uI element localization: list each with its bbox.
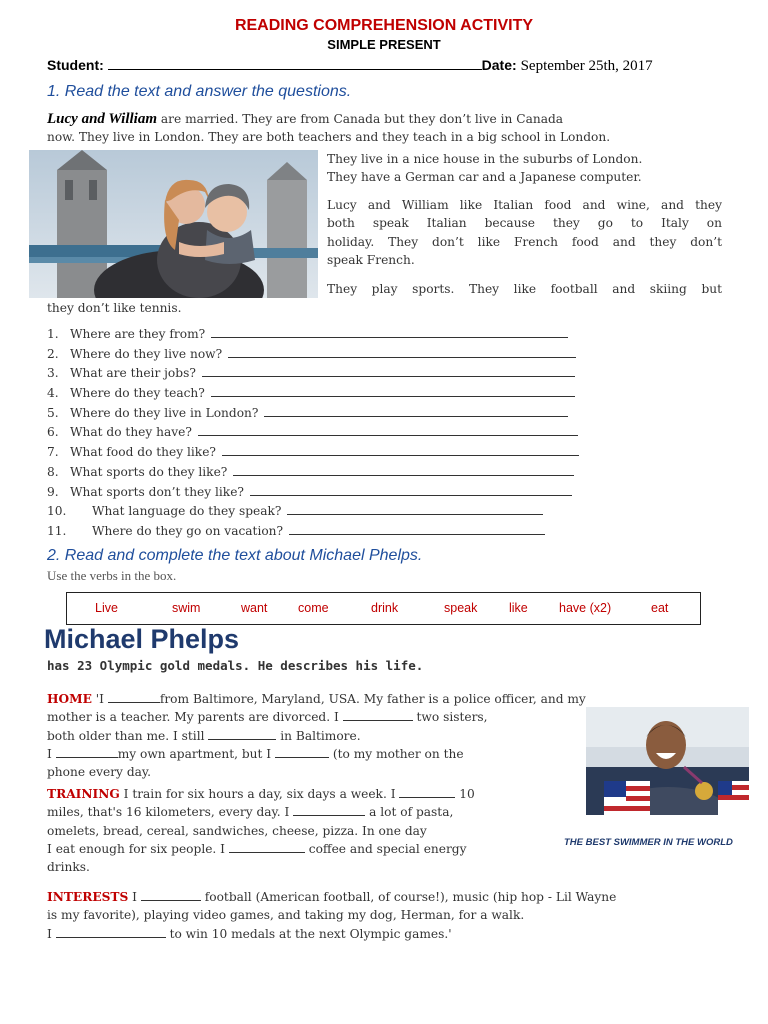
student-date-row [47,56,653,75]
answer-field[interactable] [211,326,568,338]
para1-first-line: are married. They are from Canada but they don’t live in Canada [160,112,564,126]
home-paragraph: HOME 'I from Baltimore, Maryland, USA. My father is a police officer, and my mother is a teacher. My parents are divorced. I two sisters, both older than me. I still in Baltimore. I my own apartment, but I (to my mother on the phone every day. [47,692,586,780]
gap-field[interactable] [229,841,305,853]
couple-photo [29,150,318,298]
date-value: September 25th, 2017 [520,58,653,74]
reading-paragraph-1 [47,110,721,147]
student-name-field[interactable] [108,56,482,70]
interests-paragraph: INTERESTS I football (American football, of course!), music (hip hop - Lil Wayne is my favorite), playing video games, and taking my dog, Herman, for a walk. I to win 10 medals at the next Olympic games.' [47,890,617,941]
reading-paragraph-1-continued [327,150,722,187]
answer-field[interactable] [289,523,545,535]
verb-item: drink [371,601,399,615]
answer-field[interactable] [228,346,576,358]
gap-field[interactable] [56,746,118,758]
answer-field[interactable] [264,405,568,417]
gap-field[interactable] [208,728,276,740]
gap-field[interactable] [56,926,166,938]
para1-right-line-1: They live in a nice house in the suburbs of London. [327,152,643,166]
interests-label: INTERESTS [47,890,129,904]
para2-line-2: both speak Italian because they go to Italy on [327,216,722,231]
para2-line-1: Lucy and William like Italian food and wine, and they [327,198,722,212]
verbs-instruction: Use the verbs in the box. [47,568,177,583]
question-7: 7. What food do they like? [47,443,617,463]
verb-item: swim [172,601,201,615]
home-label: HOME [47,692,92,706]
student-label: Student: [47,57,104,73]
michael-phelps-photo [586,707,749,815]
question-list [47,325,617,542]
question-2: 2. Where do they live now? [47,345,617,365]
answer-field[interactable] [222,444,579,456]
training-paragraph: TRAINING I train for six hours a day, six days a week. I 10 miles, that's 16 kilometers, every day. I a lot of pasta, omelets, bread, cereal, sandwiches, cheese, pizza. In one day I eat enough for six people. I coffee and special energy drinks. [47,787,475,875]
question-9: 9. What sports don’t they like? [47,483,617,503]
verb-box [66,592,701,625]
question-8: 8. What sports do they like? [47,463,617,483]
worksheet-subtitle: SIMPLE PRESENT [327,37,441,52]
verb-item: want [241,601,268,615]
question-3: 3. What are their jobs? [47,364,617,384]
answer-field[interactable] [198,424,578,436]
section2-instruction: 2. Read and complete the text about Michael Phelps. [47,547,423,564]
para3-right-line: They play sports. They like football and skiing but [327,282,722,296]
verb-item: speak [444,601,478,615]
question-11: 11. Where do they go on vacation? [47,522,617,542]
answer-field[interactable] [211,385,575,397]
verb-item: Live [95,601,118,615]
question-1: 1. Where are they from? [47,325,617,345]
question-4: 4. Where do they teach? [47,384,617,404]
training-label: TRAINING [47,787,120,801]
question-5: 5. Where do they live in London? [47,404,617,424]
section1-instruction: 1. Read the text and answer the questions. [47,83,352,100]
verb-item: eat [651,601,669,615]
verb-item: have (x2) [559,601,612,615]
gap-field[interactable] [141,889,201,901]
gap-field[interactable] [343,709,413,721]
worksheet-title: READING COMPREHENSION ACTIVITY [234,17,534,34]
gap-field[interactable] [108,691,160,703]
question-6: 6. What do they have? [47,423,617,443]
gap-field[interactable] [275,746,329,758]
para2-line-4: speak French. [327,252,415,267]
couple-names: Lucy and William [47,111,158,127]
photo-caption: THE BEST SWIMMER IN THE WORLD [564,837,733,848]
para2-line-3: holiday. They don’t like French food and they don’t [327,234,722,249]
date-label: Date: [481,57,517,73]
michael-phelps-subheading: has 23 Olympic gold medals. He describes his life. [47,658,424,673]
para1-line-2: now. They live in London. They are both teachers and they teach in a big school in London. [47,130,611,145]
gap-field[interactable] [399,786,455,798]
para3-end-line: they don’t like tennis. [47,301,182,315]
answer-field[interactable] [250,484,572,496]
answer-field[interactable] [233,464,574,476]
verb-item: like [509,601,528,615]
para1-right-line-2: They have a German car and a Japanese computer. [327,170,642,185]
michael-phelps-heading: Michael Phelps [44,624,240,654]
reading-paragraph-2 [327,196,722,269]
answer-field[interactable] [287,503,543,515]
question-10: 10. What language do they speak? [47,502,617,522]
answer-field[interactable] [202,365,575,377]
gap-field[interactable] [293,804,365,816]
verb-item: come [298,601,329,615]
